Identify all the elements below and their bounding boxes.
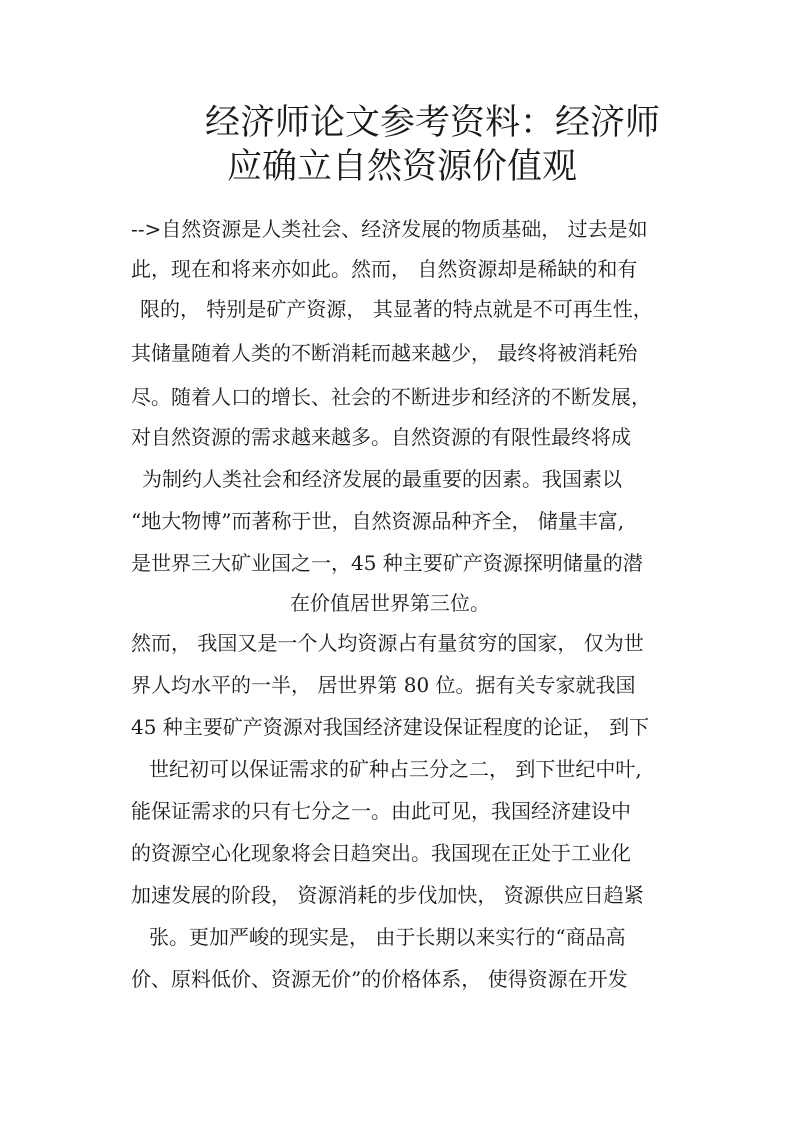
paragraph-line: 在价值居世界第三位。 xyxy=(290,591,490,615)
paragraph-line: 其储量随着人类的不断消耗而越来越少， 最终将被消耗殆 xyxy=(131,341,638,365)
paragraph-line: -->自然资源是人类社会、经济发展的物质基础， 过去是如 xyxy=(131,217,648,241)
document-title-line-1: 经济师论文参考资料：经济师 xyxy=(205,103,661,143)
paragraph-line: 限的， 特别是矿产资源， 其显著的特点就是不可再生性， xyxy=(140,297,653,321)
paragraph-line: 加速发展的阶段， 资源消耗的步伐加快， 资源供应日趋紧 xyxy=(131,883,644,907)
paragraph-line: 是世界三大矿业国之一，45 种主要矿产资源探明储量的潜 xyxy=(131,551,643,575)
paragraph-line: 界人均水平的一半， 居世界第 80 位。据有关专家就我国 xyxy=(131,673,636,697)
paragraph-line: 尽。随着人口的增长、社会的不断进步和经济的不断发展， xyxy=(131,385,651,409)
paragraph-line: “地大物博”而著称于世，自然资源品种齐全， 储量丰富, xyxy=(131,509,625,533)
paragraph-line: 然而， 我国又是一个人均资源占有量贫穷的国家， 仅为世 xyxy=(131,631,644,655)
paragraph-line: 世纪初可以保证需求的矿种占三分之二， 到下世纪中叶, xyxy=(149,757,642,781)
paragraph-line: 此，现在和将来亦如此。然而， 自然资源却是稀缺的和有 xyxy=(131,257,638,281)
paragraph-line: 对自然资源的需求越来越多。自然资源的有限性最终将成 xyxy=(131,425,631,449)
paragraph-line: 张。更加严峻的现实是， 由于长期以来实行的“商品高 xyxy=(149,925,626,949)
document-title-line-2: 应确立自然资源价值观 xyxy=(227,147,578,187)
paragraph-line: 价、原料低价、资源无价”的价格体系， 使得资源在开发 xyxy=(131,967,628,991)
paragraph-line: 能保证需求的只有七分之一。由此可见，我国经济建设中 xyxy=(131,799,631,823)
paragraph-line: 45 种主要矿产资源对我国经济建设保证程度的论证， 到下 xyxy=(131,715,650,739)
paragraph-line: 的资源空心化现象将会日趋突出。我国现在正处于工业化 xyxy=(131,841,631,865)
paragraph-line: 为制约人类社会和经济发展的最重要的因素。我国素以 xyxy=(142,467,622,491)
